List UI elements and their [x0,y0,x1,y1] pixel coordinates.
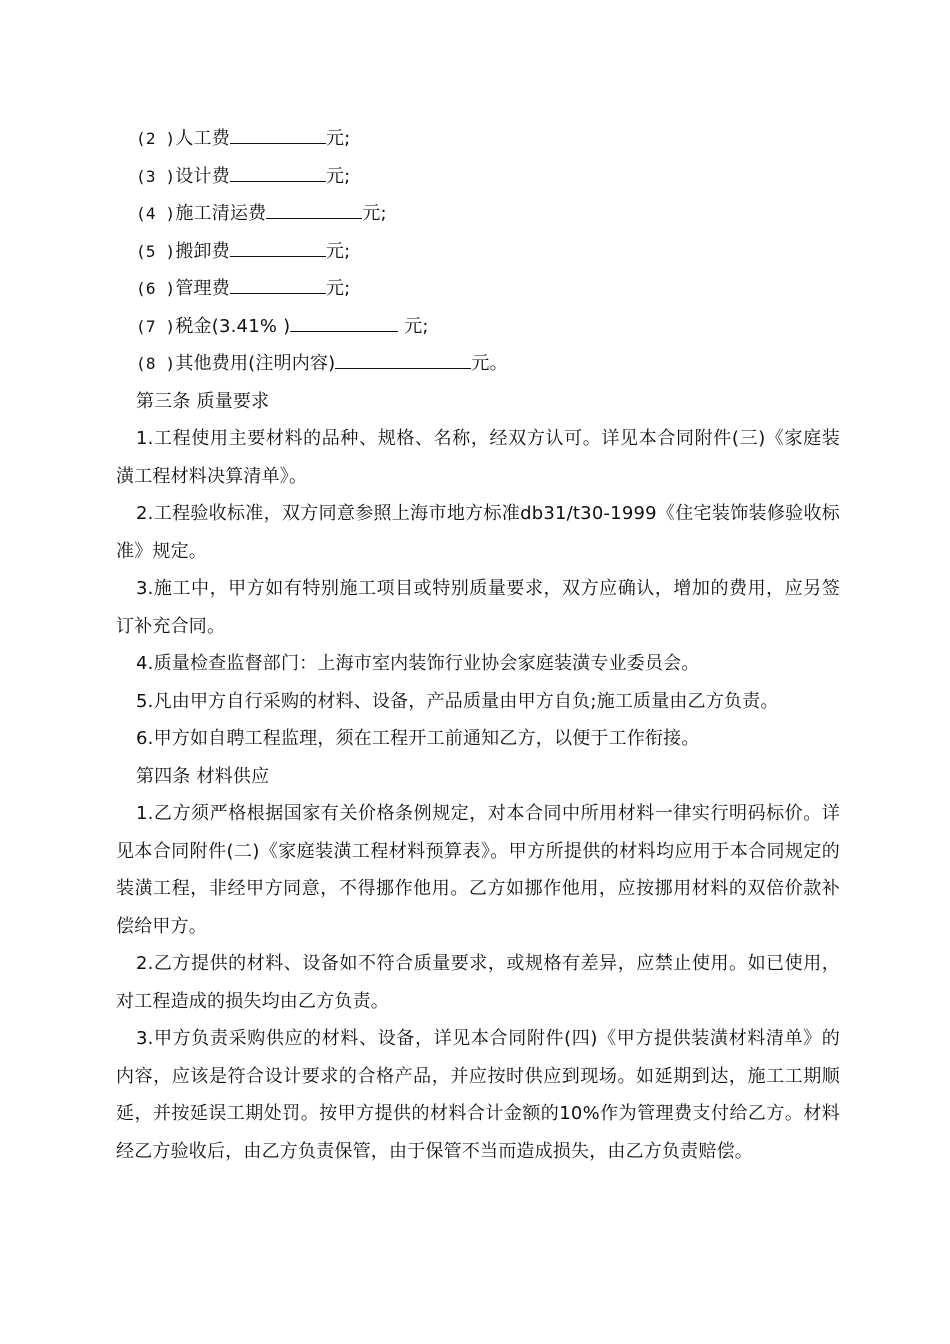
fee-number: (3 ) [136,166,176,186]
clause-paragraph: 2.工程验收标准，双方同意参照上海市地方标准db31/t30-1999《住宅装饰装修验收标准》规定。 [116,503,840,562]
fee-blank [230,127,326,144]
fee-number: (7 ) [136,316,176,336]
clause-paragraph: 5.凡由甲方自行采购的材料、设备，产品质量由甲方自负;施工质量由乙方负责。 [136,690,779,712]
clause-paragraph: 3.施工中，甲方如有特别施工项目或特别质量要求，双方应确认，增加的费用，应另签订补充合同。 [116,578,840,637]
clause-paragraph: 1.工程使用主要材料的品种、规格、名称，经双方认可。详见本合同附件(三)《家庭装潢工程材料决算清单》。 [116,428,840,487]
section-heading-quality: 第三条 质量要求 [136,390,270,412]
section-heading-materials: 第四条 材料供应 [136,765,270,787]
fee-unit: 元; [325,240,351,262]
fee-blank [230,240,326,257]
fee-number: (4 ) [136,204,176,223]
fee-unit: 元; [398,315,429,337]
fee-label: 其他费用(注明内容) [175,353,336,374]
fee-line-handling [116,233,840,271]
fee-blank [335,352,471,369]
fee-number: (2 ) [136,129,176,148]
fee-unit: 元; [325,165,351,187]
fee-label: 搬卸费 [175,240,230,262]
fee-label: 人工费 [175,128,230,149]
clause-paragraph: 6.甲方如自聘工程监理，须在工程开工前通知乙方，以便于工作衔接。 [136,728,700,749]
clause-paragraph: 1.乙方须严格根据国家有关价格条例规定，对本合同中所用材料一律实行明码标价。详见本合同附件(二)《家庭装潢工程材料预算表》。甲方所提供的材料均应用于本合同规定的装潢工程，非经甲方同意，不得挪作他用。乙方如挪作他用，应按挪用材料的双倍价款补偿给甲方。 [116,803,840,937]
clause-paragraph: 4.质量检查监督部门：上海市室内装饰行业协会家庭装潢专业委员会。 [136,653,700,674]
fee-line-other [116,345,840,383]
fee-number: (5 ) [136,241,176,261]
fee-blank [230,277,326,294]
fee-line-tax [116,308,840,346]
fee-blank [290,315,398,332]
clause-paragraph: 3.甲方负责采购供应的材料、设备，详见本合同附件(四)《甲方提供装潢材料清单》的内容，应该是符合设计要求的合格产品，并应按时供应到现场。如延期到达，施工工期顺延，并按延误工期处罚。按甲方提供的材料合计金额的10%作为管理费支付给乙方。材料经乙方验收后，由乙方负责保管，由于保管不当而造成损失，由乙方负责赔偿。 [116,1028,840,1162]
fee-line-management [116,270,840,308]
fee-unit: 元。 [471,353,508,374]
fee-label: 施工清运费 [175,203,267,224]
fee-unit: 元; [325,128,351,149]
fee-label: 税金(3.41% ) [175,315,291,337]
fee-number: (6 ) [136,279,176,298]
fee-line-design [116,158,840,196]
fee-line-clearance [116,195,840,233]
fee-label: 管理费 [175,278,230,299]
clause-paragraph: 2.乙方提供的材料、设备如不符合质量要求，或规格有差异，应禁止使用。如已使用，对工程造成的损失均由乙方负责。 [116,953,840,1012]
fee-blank [266,202,362,219]
fee-line-labor [116,120,840,158]
fee-blank [230,165,326,182]
fee-unit: 元; [362,203,387,224]
fee-number: (8 ) [136,354,176,373]
fee-label: 设计费 [175,165,230,187]
fee-unit: 元; [325,278,351,299]
document-body [116,120,840,1170]
